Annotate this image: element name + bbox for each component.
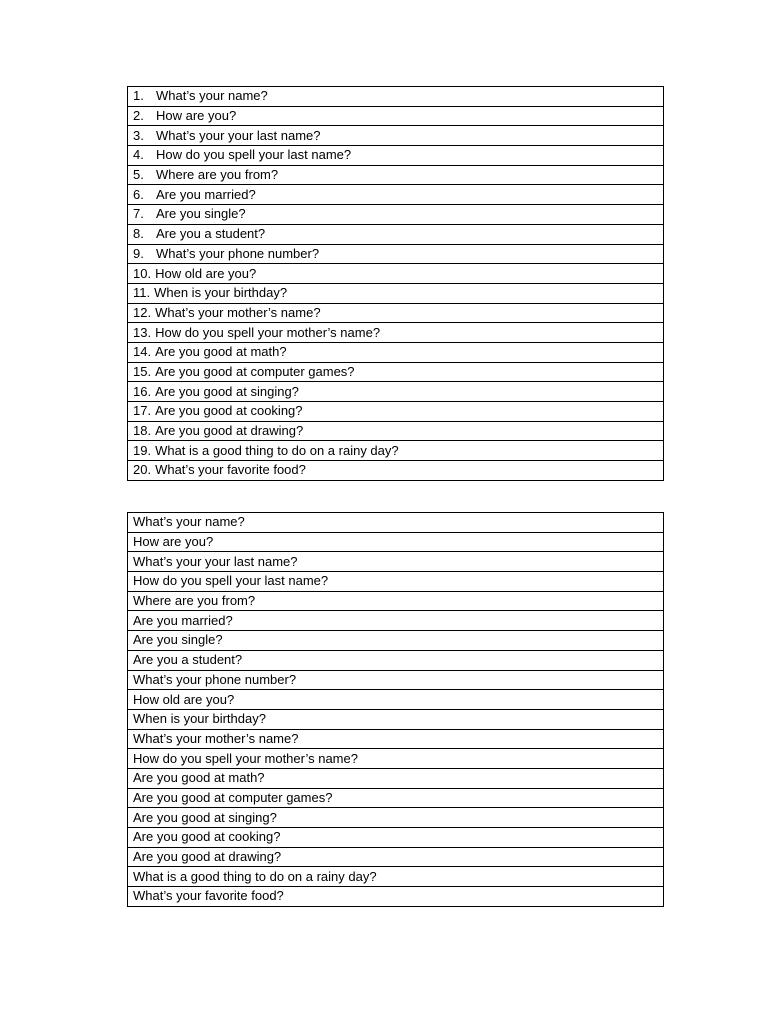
- numbered-question-row: [128, 441, 664, 461]
- question-cell: [128, 264, 664, 284]
- question-text: What’s your your last name?: [156, 127, 321, 143]
- question-number: 1.: [133, 88, 144, 104]
- numbered-question-row: [128, 303, 664, 323]
- question-text: Are you good at drawing?: [155, 423, 304, 439]
- question-text: What is a good thing to do on a rainy day?: [128, 867, 664, 887]
- question-text: What’s your name?: [156, 88, 268, 104]
- question-cell: [128, 185, 664, 205]
- question-number: 13.: [133, 324, 152, 340]
- plain-question-row: [128, 828, 664, 848]
- question-text: Are you good at drawing?: [128, 847, 664, 867]
- question-text: When is your birthday?: [128, 709, 664, 729]
- numbered-question-list: [128, 87, 664, 481]
- question-cell: [128, 362, 664, 382]
- question-number: 14.: [133, 344, 152, 360]
- numbered-question-row: [128, 106, 664, 126]
- question-number: 9.: [133, 245, 144, 261]
- question-number: 20.: [133, 462, 152, 478]
- question-text: Are you good at math?: [128, 768, 664, 788]
- numbered-question-row: [128, 461, 664, 481]
- plain-question-row: [128, 847, 664, 867]
- plain-question-row: [128, 887, 664, 907]
- numbered-question-row: [128, 283, 664, 303]
- question-cell: [128, 106, 664, 126]
- plain-question-row: [128, 552, 664, 572]
- question-cell: [128, 441, 664, 461]
- plain-question-list: [128, 513, 664, 907]
- numbered-question-table: [127, 86, 664, 481]
- question-number: 10.: [133, 265, 152, 281]
- question-cell: [128, 303, 664, 323]
- plain-question-row: [128, 513, 664, 533]
- question-text: What’s your mother’s name?: [128, 729, 664, 749]
- question-text: When is your birthday?: [154, 285, 288, 301]
- plain-question-table: [127, 512, 664, 907]
- question-text: Are you good at computer games?: [155, 363, 355, 379]
- question-number: 3.: [133, 127, 144, 143]
- question-cell: [128, 323, 664, 343]
- question-text: Are you good at cooking?: [128, 828, 664, 848]
- plain-question-row: [128, 591, 664, 611]
- numbered-question-row: [128, 342, 664, 362]
- plain-question-row: [128, 867, 664, 887]
- numbered-question-row: [128, 126, 664, 146]
- question-text: Are you single?: [156, 206, 246, 222]
- numbered-question-row: [128, 205, 664, 225]
- question-text: How do you spell your last name?: [128, 572, 664, 592]
- plain-question-row: [128, 572, 664, 592]
- question-number: 2.: [133, 108, 144, 124]
- plain-question-row: [128, 729, 664, 749]
- numbered-question-row: [128, 362, 664, 382]
- question-text: What’s your favorite food?: [155, 462, 306, 478]
- numbered-question-row: [128, 146, 664, 166]
- question-number: 15.: [133, 363, 152, 379]
- question-cell: [128, 126, 664, 146]
- question-text: Are you a student?: [128, 650, 664, 670]
- question-text: How do you spell your last name?: [156, 147, 352, 163]
- question-text: Are you good at math?: [155, 344, 287, 360]
- question-number: 6.: [133, 186, 144, 202]
- question-cell: [128, 421, 664, 441]
- question-number: 7.: [133, 206, 144, 222]
- question-number: 4.: [133, 147, 144, 163]
- question-text: Are you married?: [128, 611, 664, 631]
- question-text: What’s your favorite food?: [128, 887, 664, 907]
- plain-question-row: [128, 749, 664, 769]
- question-text: Where are you from?: [156, 167, 279, 183]
- plain-question-row: [128, 631, 664, 651]
- question-cell: [128, 165, 664, 185]
- question-cell: [128, 461, 664, 481]
- question-number: 19.: [133, 442, 152, 458]
- question-cell: [128, 224, 664, 244]
- question-text: What’s your mother’s name?: [155, 304, 321, 320]
- question-text: Are you a student?: [156, 226, 266, 242]
- plain-question-row: [128, 690, 664, 710]
- question-text: What is a good thing to do on a rainy day?: [155, 442, 399, 458]
- question-text: Are you good at singing?: [128, 808, 664, 828]
- question-cell: [128, 283, 664, 303]
- plain-question-row: [128, 788, 664, 808]
- question-text: What’s your phone number?: [156, 245, 320, 261]
- plain-question-row: [128, 650, 664, 670]
- numbered-question-row: [128, 185, 664, 205]
- numbered-question-row: [128, 224, 664, 244]
- question-cell: [128, 205, 664, 225]
- question-number: 16.: [133, 383, 152, 399]
- question-text: What’s your your last name?: [128, 552, 664, 572]
- plain-question-row: [128, 611, 664, 631]
- numbered-question-row: [128, 87, 664, 107]
- question-text: How old are you?: [128, 690, 664, 710]
- question-text: How are you?: [156, 108, 237, 124]
- question-number: 17.: [133, 403, 152, 419]
- numbered-question-row: [128, 165, 664, 185]
- plain-question-row: [128, 670, 664, 690]
- question-cell: [128, 87, 664, 107]
- question-cell: [128, 402, 664, 422]
- question-text: Are you good at computer games?: [128, 788, 664, 808]
- question-cell: [128, 146, 664, 166]
- question-cell: [128, 342, 664, 362]
- question-text: Are you married?: [156, 186, 256, 202]
- numbered-question-row: [128, 264, 664, 284]
- question-text: Are you good at singing?: [155, 383, 299, 399]
- numbered-question-row: [128, 382, 664, 402]
- question-number: 12.: [133, 304, 152, 320]
- question-number: 18.: [133, 423, 152, 439]
- numbered-question-row: [128, 323, 664, 343]
- question-number: 5.: [133, 167, 144, 183]
- question-text: Where are you from?: [128, 591, 664, 611]
- numbered-question-row: [128, 402, 664, 422]
- question-number: 11.: [133, 285, 151, 301]
- question-text: Are you good at cooking?: [155, 403, 303, 419]
- plain-question-row: [128, 709, 664, 729]
- question-number: 8.: [133, 226, 144, 242]
- question-cell: [128, 382, 664, 402]
- question-text: How do you spell your mother’s name?: [128, 749, 664, 769]
- question-text: How do you spell your mother’s name?: [155, 324, 381, 340]
- question-text: How are you?: [128, 532, 664, 552]
- plain-question-row: [128, 808, 664, 828]
- plain-question-row: [128, 768, 664, 788]
- question-text: What’s your name?: [128, 513, 664, 533]
- question-text: How old are you?: [155, 265, 257, 281]
- question-cell: [128, 244, 664, 264]
- plain-question-row: [128, 532, 664, 552]
- question-text: Are you single?: [128, 631, 664, 651]
- numbered-question-row: [128, 244, 664, 264]
- question-text: What’s your phone number?: [128, 670, 664, 690]
- numbered-question-row: [128, 421, 664, 441]
